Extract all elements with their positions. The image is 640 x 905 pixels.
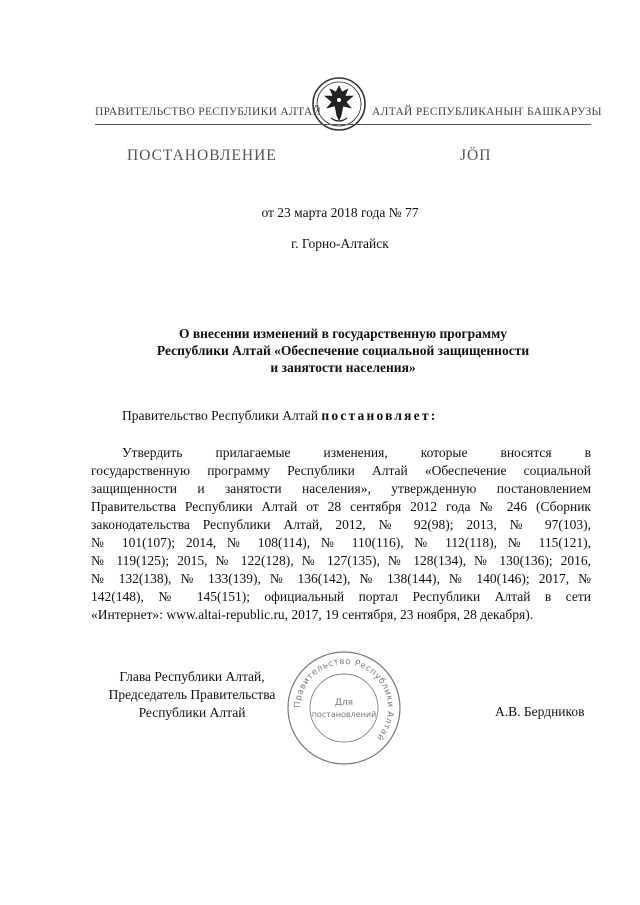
stamp-ring-text: Правительство Республики Алтай [292,656,396,743]
title-line: Республики Алтай «Обеспечение социальной защищенности [156,343,530,358]
document-title [95,325,591,376]
body-line: «Интернет»: www.altai-republic.ru, 2017, 19 сентября, 23 ноября, 28 декабря). [91,607,534,622]
body-line: № 101(107); 2014, № 108(114), № 110(116), № 112(118), № 115(121), [91,535,591,550]
doctype-right: JÖП [460,147,492,164]
body-line: 142(148), № 145(151); официальный портал Республики Алтай в сети [91,589,591,604]
header-divider [95,124,591,125]
body-line: Утвердить прилагаемые изменения, которые вносятся в [122,445,591,460]
body-line: законодательства Республики Алтай, 2012, № 92(98); 2013, № 97(103), [91,517,591,532]
title-line: и занятости населения» [270,360,416,375]
preamble [122,408,437,424]
body-line: защищенности и занятости населения», утвержденную постановлением [91,481,591,496]
doctype-left: ПОСТАНОВЛЕНИЕ [127,147,277,164]
document-date-number: от 23 марта 2018 года № 77 [261,205,419,220]
official-stamp [284,648,404,768]
preamble-verb: постановляет: [321,408,438,423]
document-city: г. Горно-Алтайск [291,236,389,251]
position-line: Республики Алтай [138,705,246,720]
position-line: Председатель Правительства [108,687,276,702]
body-paragraph [91,444,591,624]
header-org-left: ПРАВИТЕЛЬСТВО РЕСПУБЛИКИ АЛТАЙ [95,106,322,118]
position-line: Глава Республики Алтай, [119,669,265,684]
signatory-position [92,668,292,722]
title-line: О внесении изменений в государственную программу [178,326,508,341]
stamp-center-line1: Для [334,698,354,708]
signatory-name: А.В. Бердников [495,704,585,719]
header-org-right: АЛТАЙ РЕСПУБЛИКАНЫҤ БАШКАРУЗЫ [372,106,602,118]
body-line: Правительства Республики Алтай от 28 сентября 2012 года № 246 (Сборник [91,499,591,514]
body-line: № 119(125); 2015, № 122(128), № 127(135), № 128(134), № 130(136); 2016, [91,553,591,568]
body-line: государственную программу Республики Алтай «Обеспечение социальной [91,463,591,478]
preamble-text: Правительство Республики Алтай [122,408,319,423]
body-line: № 132(138), № 133(139), № 136(142), № 138(144), № 140(146); 2017, № [91,571,591,586]
stamp-center-line2: постановлений [311,710,377,719]
